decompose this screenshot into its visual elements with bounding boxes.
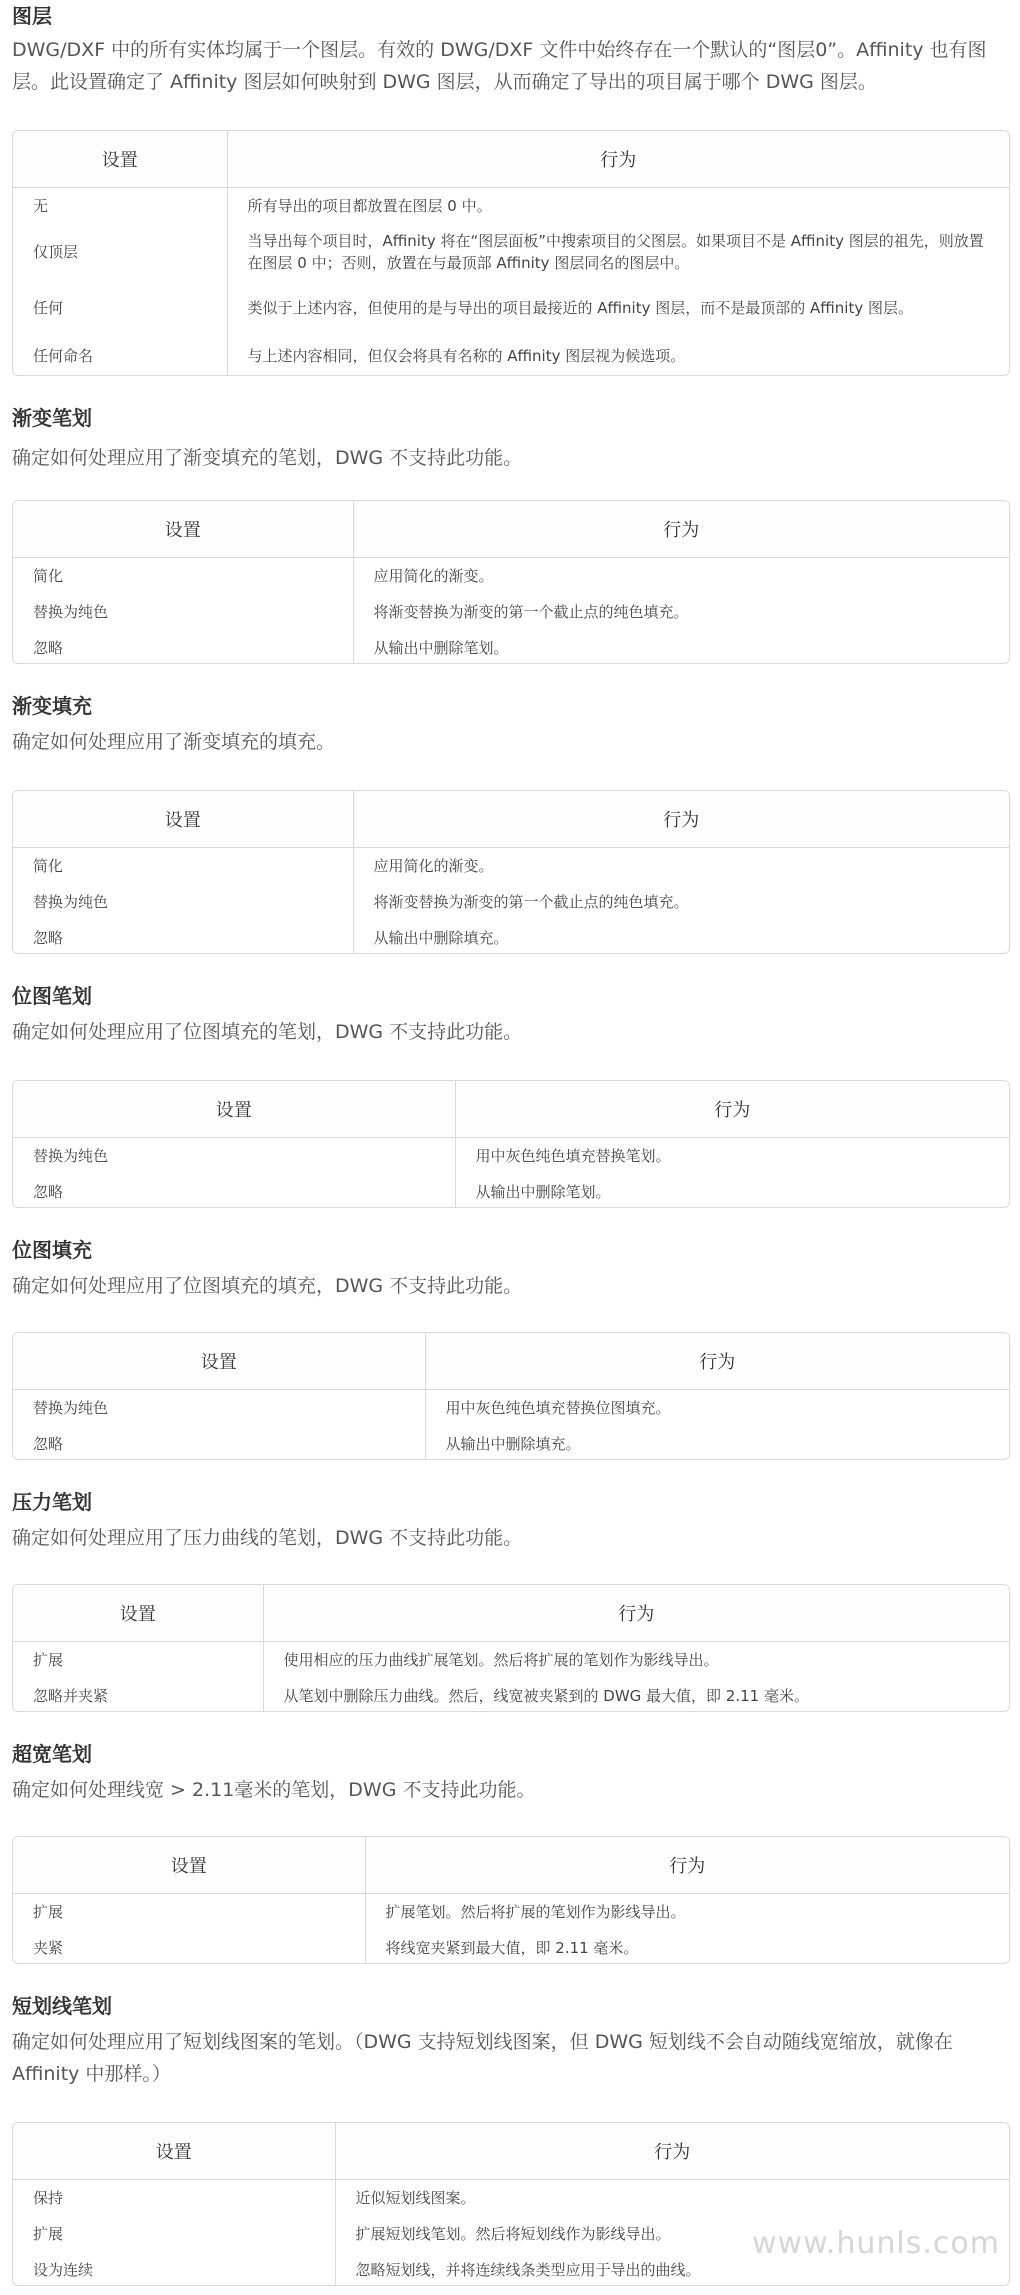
row-setting: 简化 (33, 566, 64, 585)
row-setting: 仅顶层 (33, 242, 79, 261)
row-behavior: 从输出中删除填充。 (425, 1426, 1009, 1461)
row-behavior: 从输出中删除笔划。 (455, 1174, 1009, 1209)
section-title: 渐变填充 (12, 694, 92, 718)
section-title: 位图笔划 (12, 984, 92, 1008)
header-behavior: 行为 (365, 1837, 1009, 1894)
section-title: 压力笔划 (12, 1490, 92, 1514)
section-layers (12, 2, 1008, 98)
bitmap-stroke-table (12, 1080, 1010, 1208)
row-behavior: 将线宽夹紧到最大值，即 2.11 毫米。 (365, 1930, 1009, 1965)
row-setting: 忽略 (33, 1434, 64, 1453)
row-setting: 任何命名 (33, 346, 94, 365)
row-setting: 扩展 (33, 2224, 64, 2243)
row-behavior: 与上述内容相同，但仅会将具有名称的 Affinity 图层视为候选项。 (227, 336, 1009, 376)
row-setting: 替换为纯色 (33, 602, 109, 621)
section-bitmap-stroke (12, 982, 1008, 1048)
section-pressure-stroke (12, 1488, 1008, 1554)
row-behavior: 将渐变替换为渐变的第一个截止点的纯色填充。 (353, 594, 1009, 630)
row-behavior: 用中灰色纯色填充替换笔划。 (455, 1138, 1009, 1174)
section-title: 图层 (12, 4, 52, 28)
header-setting: 设置 (13, 1081, 455, 1138)
section-oversized-stroke (12, 1740, 1008, 1806)
section-description: 确定如何处理应用了压力曲线的笔划，DWG 不支持此功能。 (12, 1527, 523, 1549)
row-setting: 扩展 (33, 1902, 64, 1921)
header-behavior: 行为 (353, 791, 1009, 848)
section-bitmap-fill (12, 1236, 1008, 1302)
row-setting: 忽略 (33, 638, 64, 657)
header-behavior: 行为 (425, 1333, 1009, 1390)
header-setting: 设置 (13, 1837, 365, 1894)
row-behavior: 所有导出的项目都放置在图层 0 中。 (227, 188, 1009, 224)
row-setting: 保持 (33, 2188, 64, 2207)
row-behavior: 扩展笔划。然后将扩展的笔划作为影线导出。 (365, 1894, 1009, 1930)
gradient-stroke-table (12, 500, 1010, 664)
section-title: 渐变笔划 (12, 406, 92, 430)
section-description: 确定如何处理应用了短划线图案的笔划。（DWG 支持短划线图案，但 DWG 短划线不会自动随线宽缩放，就像在 Affinity 中那样。） (12, 2031, 953, 2085)
header-setting: 设置 (13, 131, 227, 188)
section-dashed-stroke (12, 1992, 1008, 2090)
row-behavior: 应用简化的渐变。 (353, 558, 1009, 594)
header-setting: 设置 (13, 501, 353, 558)
section-gradient-stroke (12, 404, 1008, 474)
section-description: 确定如何处理应用了位图填充的填充，DWG 不支持此功能。 (12, 1275, 523, 1297)
header-behavior: 行为 (455, 1081, 1009, 1138)
row-setting: 扩展 (33, 1650, 64, 1669)
pressure-stroke-table (12, 1584, 1010, 1712)
header-behavior: 行为 (263, 1585, 1009, 1642)
section-description: 确定如何处理应用了渐变填充的笔划，DWG 不支持此功能。 (12, 447, 523, 469)
row-setting: 任何 (33, 298, 64, 317)
row-setting: 替换为纯色 (33, 1146, 109, 1165)
header-behavior: 行为 (227, 131, 1009, 188)
header-setting: 设置 (13, 1333, 425, 1390)
header-setting: 设置 (13, 1585, 263, 1642)
row-behavior: 扩展短划线笔划。然后将短划线作为影线导出。 (335, 2216, 1009, 2252)
section-description: 确定如何处理应用了渐变填充的填充。 (12, 731, 336, 753)
row-setting: 忽略 (33, 1182, 64, 1201)
section-title: 超宽笔划 (12, 1742, 92, 1766)
row-setting: 忽略 (33, 928, 64, 947)
layers-table (12, 130, 1010, 376)
header-behavior: 行为 (335, 2123, 1009, 2180)
header-behavior: 行为 (353, 501, 1009, 558)
section-title: 位图填充 (12, 1238, 92, 1262)
row-behavior: 从笔划中删除压力曲线。然后，线宽被夹紧到的 DWG 最大值，即 2.11 毫米。 (263, 1678, 1009, 1713)
row-behavior: 将渐变替换为渐变的第一个截止点的纯色填充。 (353, 884, 1009, 920)
row-setting: 替换为纯色 (33, 1398, 109, 1417)
section-title: 短划线笔划 (12, 1994, 112, 2018)
row-setting: 无 (33, 196, 49, 215)
section-description: 确定如何处理线宽 > 2.11毫米的笔划，DWG 不支持此功能。 (12, 1779, 536, 1801)
section-description: DWG/DXF 中的所有实体均属于一个图层。有效的 DWG/DXF 文件中始终存在一个默认的“图层0”。Affinity 也有图层。此设置确定了 Affinity 图层如何映射到 DWG 图层，从而确定了导出的项目属于哪个 DWG 图层。 (12, 39, 987, 93)
row-behavior: 从输出中删除填充。 (353, 920, 1009, 955)
watermark: www.hunls.com (752, 2226, 1001, 2261)
row-behavior: 应用简化的渐变。 (353, 848, 1009, 884)
bitmap-fill-table (12, 1332, 1010, 1460)
header-setting: 设置 (13, 791, 353, 848)
row-behavior: 用中灰色纯色填充替换位图填充。 (425, 1390, 1009, 1426)
row-setting: 替换为纯色 (33, 892, 109, 911)
row-setting: 简化 (33, 856, 64, 875)
section-description: 确定如何处理应用了位图填充的笔划，DWG 不支持此功能。 (12, 1021, 523, 1043)
row-behavior: 从输出中删除笔划。 (353, 630, 1009, 665)
row-behavior: 近似短划线图案。 (335, 2180, 1009, 2216)
section-gradient-fill (12, 692, 1008, 758)
oversized-stroke-table (12, 1836, 1010, 1964)
row-setting: 忽略并夹紧 (33, 1686, 109, 1705)
row-setting: 夹紧 (33, 1938, 64, 1957)
row-behavior: 类似于上述内容，但使用的是与导出的项目最接近的 Affinity 图层，而不是最顶部的 Affinity 图层。 (227, 280, 1009, 336)
row-behavior: 忽略短划线，并将连续线条类型应用于导出的曲线。 (335, 2252, 1009, 2287)
gradient-fill-table (12, 790, 1010, 954)
row-setting: 设为连续 (33, 2260, 94, 2279)
header-setting: 设置 (13, 2123, 335, 2180)
row-behavior: 使用相应的压力曲线扩展笔划。然后将扩展的笔划作为影线导出。 (263, 1642, 1009, 1678)
dashed-stroke-table (12, 2122, 1010, 2286)
row-behavior: 当导出每个项目时，Affinity 将在“图层面板”中搜索项目的父图层。如果项目不是 Affinity 图层的祖先，则放置在图层 0 中；否则，放置在与最顶部 Affinity 图层同名的图层中。 (227, 224, 1009, 280)
